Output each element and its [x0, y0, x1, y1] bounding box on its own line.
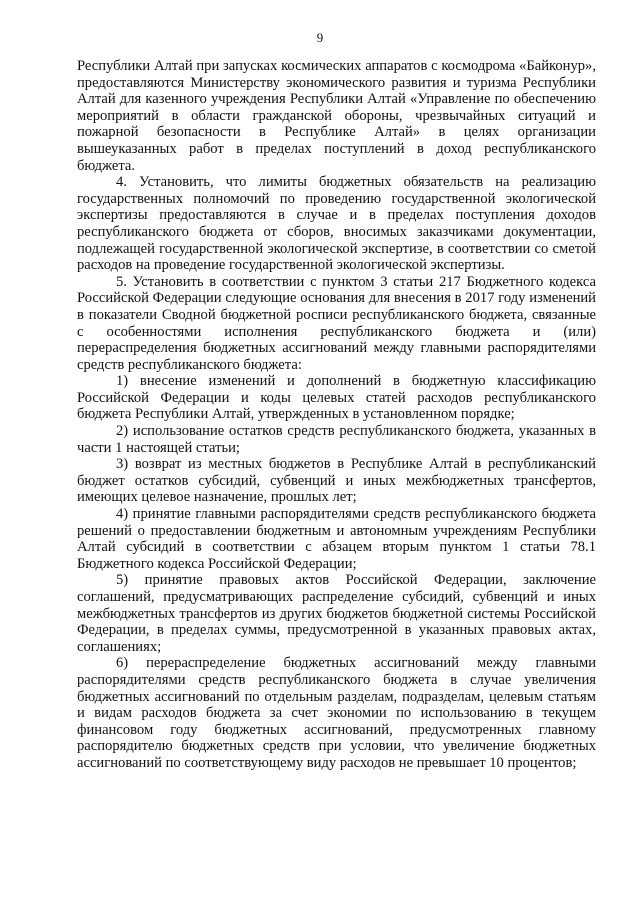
- page-number: 9: [316, 30, 324, 45]
- subitem-6: 6) перераспределение бюджетных ассигнований между главными распорядителями средств республиканского бюджета в случае увеличения бюджетных ассигнований по отдельным разделам, подразделам, целевым статьям и видам расходов бюджета за счет экономии по использованию в текущем финансовом году бюджетных ассигнований, предусмотренных главному распорядителю бюджетных средств при условии, что увеличение бюджетных ассигнований по соответствующему виду расходов не превышает 10 процентов;: [77, 655, 596, 771]
- subitem-1: 1) внесение изменений и дополнений в бюджетную классификацию Российской Федерации и коды целевых статей расходов республиканского бюджета Республики Алтай, утвержденных в установленном порядке;: [77, 373, 596, 423]
- subitem-2: 2) использование остатков средств республиканского бюджета, указанных в части 1 настоящей статьи;: [77, 423, 596, 456]
- paragraph-continuation: Республики Алтай при запусках космических аппаратов с космодрома «Байконур», предоставляются Министерству экономического развития и туризма Республики Алтай для казенного учреждения Республики Алтай «Управление по обеспечению мероприятий в области гражданской обороны, чрезвычайных ситуаций и пожарной безопасности в Республике Алтай» в целях организации вышеуказанных работ в пределах поступлений в доход республиканского бюджета.: [77, 58, 596, 174]
- paragraph-item-5: 5. Установить в соответствии с пунктом 3 статьи 217 Бюджетного кодекса Российской Федерации следующие основания для внесения в 2017 году изменений в показатели Сводной бюджетной росписи республиканского бюджета, связанные с особенностями исполнения республиканского бюджета и (или) перераспределения бюджетных ассигнований между главными распорядителями средств республиканского бюджета:: [77, 273, 596, 373]
- subitem-5: 5) принятие правовых актов Российской Федерации, заключение соглашений, предусматривающих распределение субсидий, субвенций и иных межбюджетных трансфертов из других бюджетов бюджетной системы Российской Федерации, в пределах суммы, предусмотренной в указанных правовых актах, соглашениях;: [77, 572, 596, 655]
- subitem-4: 4) принятие главными распорядителями средств республиканского бюджета решений о предоставлении бюджетным и автономным учреждениям Республики Алтай субсидий в соответствии с абзацем вторым пунктом 1 статьи 78.1 Бюджетного кодекса Российской Федерации;: [77, 506, 596, 572]
- document-body: [77, 58, 596, 772]
- paragraph-item-4: 4. Установить, что лимиты бюджетных обязательств на реализацию государственных полномочий по проведению государственной экологической экспертизы предоставляются в случае и в пределах поступления доходов республиканского бюджета от сборов, вносимых заказчиками документации, подлежащей государственной экологической экспертизе, в соответствии со сметой расходов на проведение государственной экологической экспертизы.: [77, 174, 596, 274]
- subitem-3: 3) возврат из местных бюджетов в Республике Алтай в республиканский бюджет остатков субсидий, субвенций и иных межбюджетных трансфертов, имеющих целевое назначение, прошлых лет;: [77, 456, 596, 506]
